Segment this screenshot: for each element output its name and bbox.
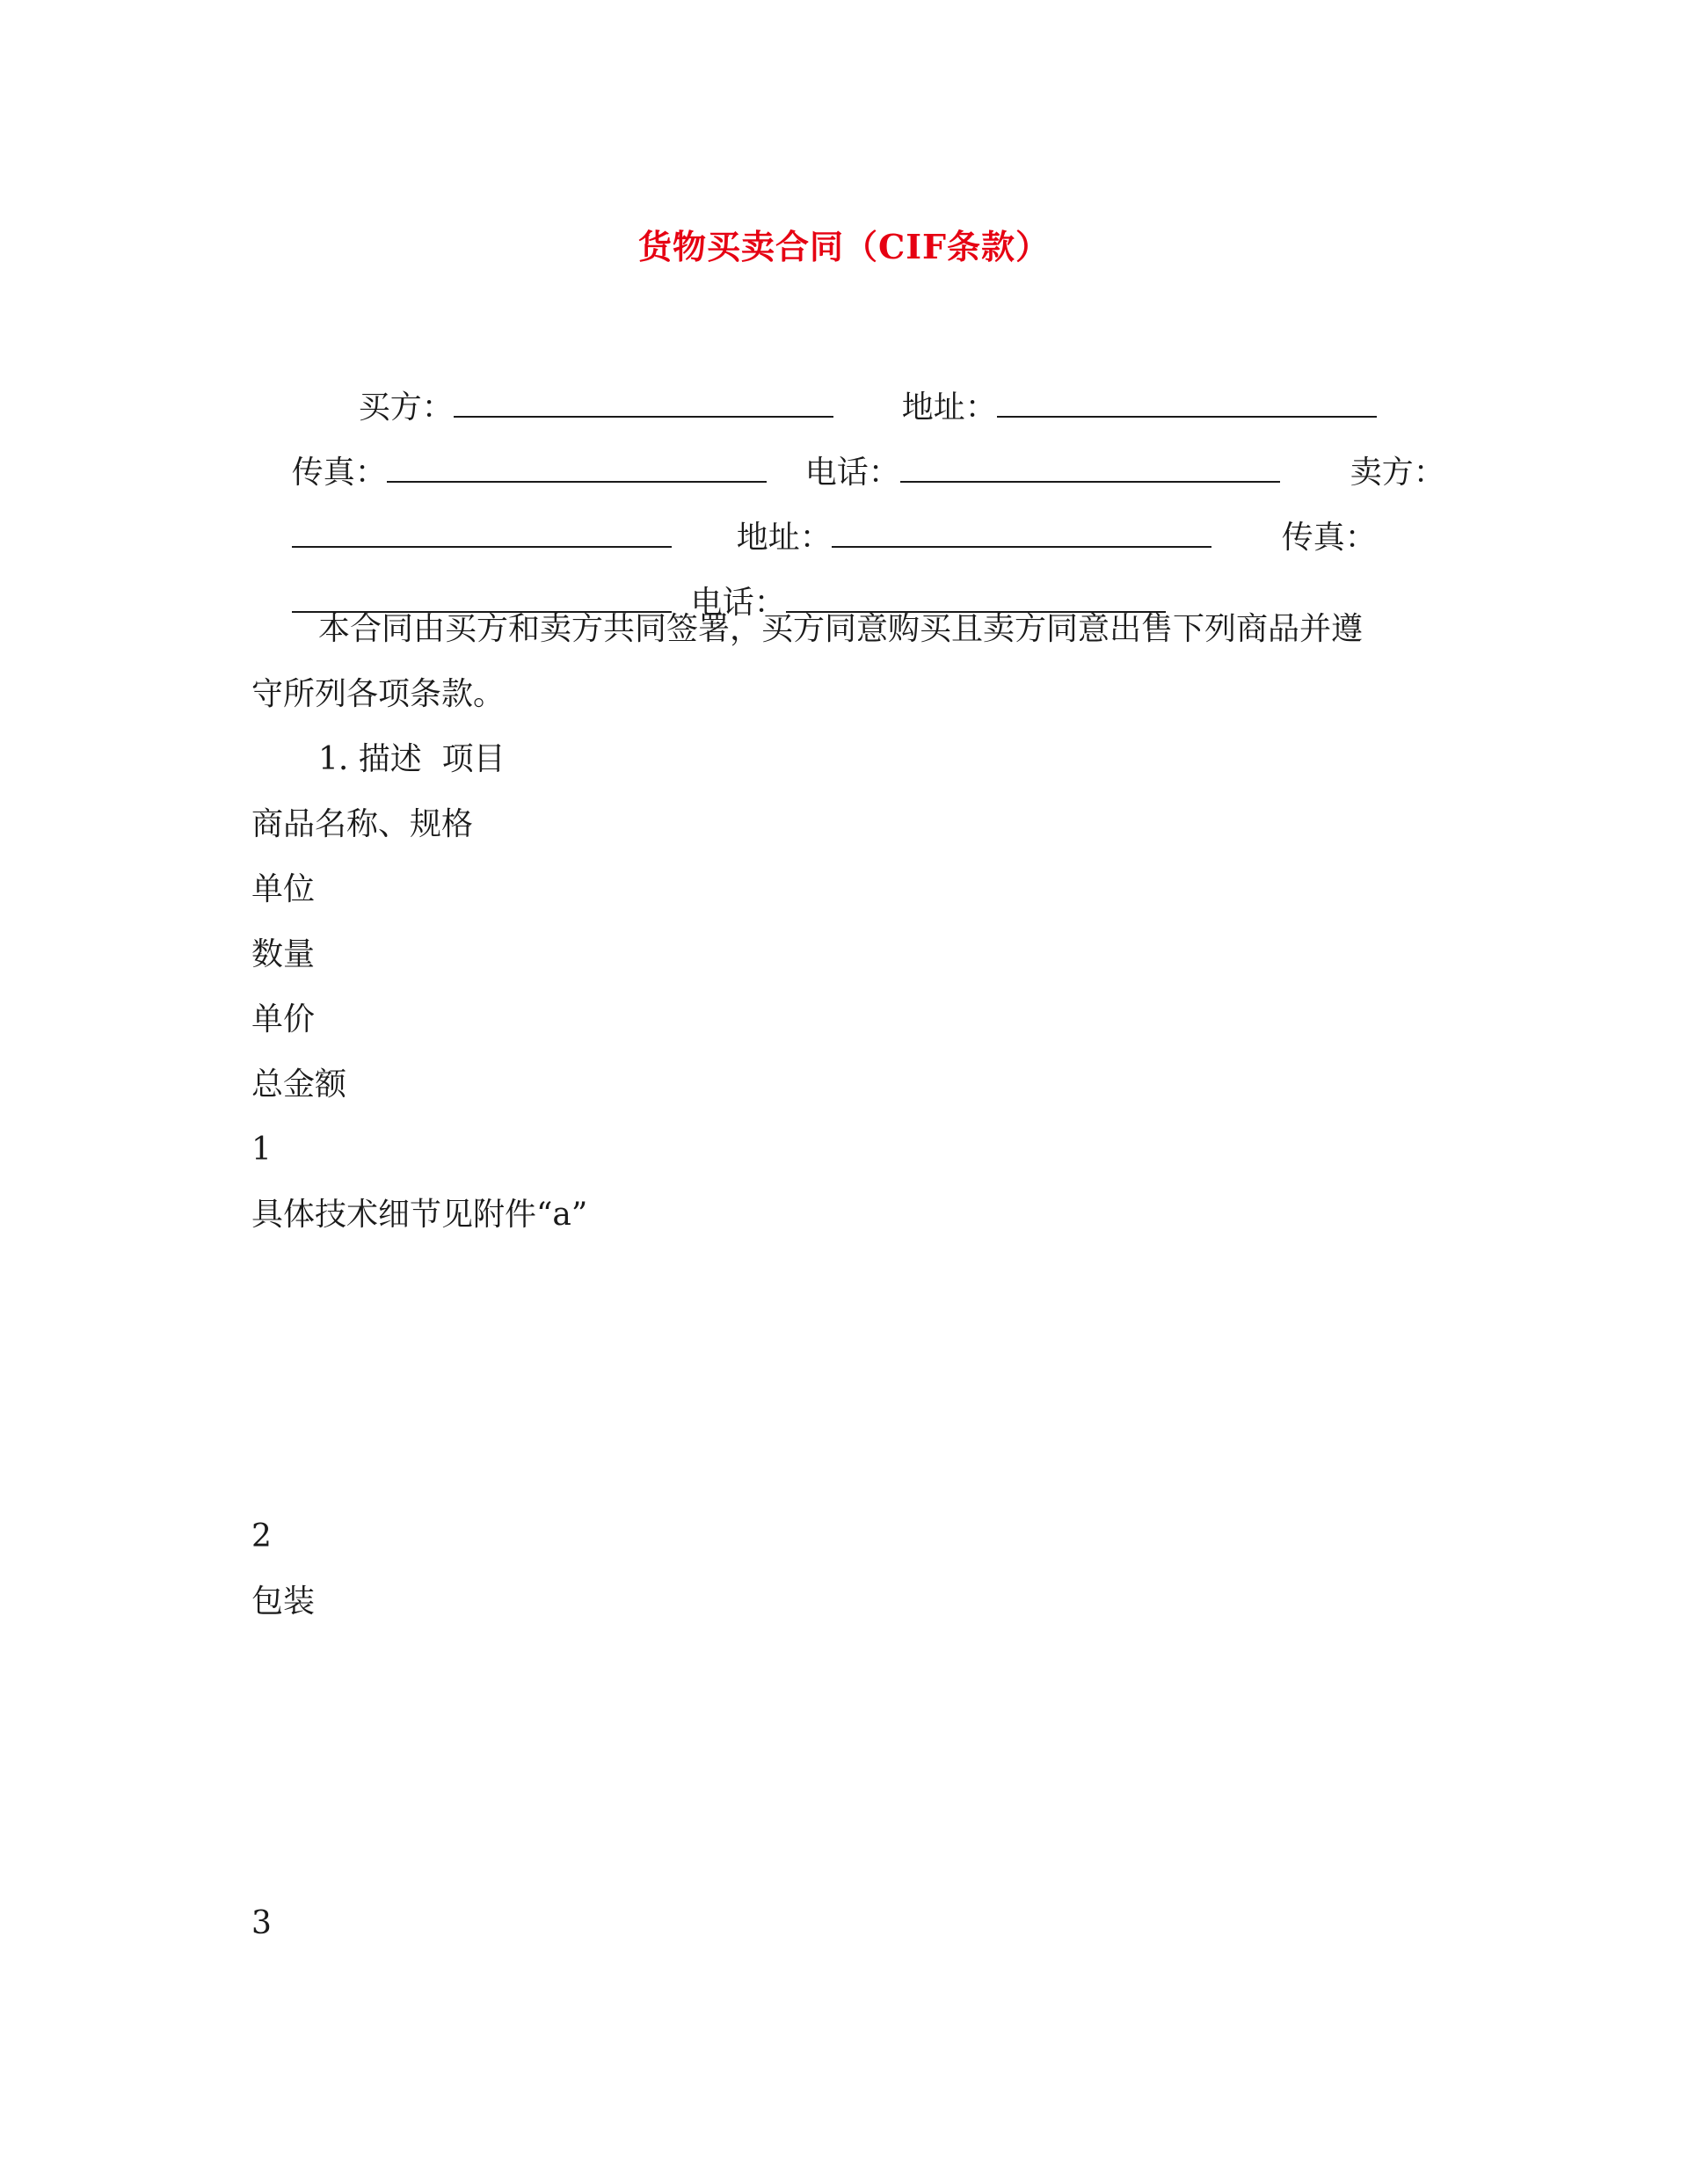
item-name-spec: 商品名称、规格 [251,806,474,842]
buyer-fax-blank [387,455,767,483]
row-1-number: 1 [251,1132,272,1168]
seller-address-label: 地址： [736,520,832,556]
item-unit-price: 单价 [251,1001,316,1037]
seller-blank [292,520,672,548]
row-3-number: 3 [251,1905,272,1941]
buyer-blank [454,389,833,418]
row-1-text: 具体技术细节见附件“a” [251,1197,588,1233]
buyer-fax-label: 传真： [291,455,387,491]
item-unit: 单位 [251,871,316,907]
seller-fax-label: 传真： [1281,520,1377,556]
seller-label: 卖方： [1350,455,1445,491]
buyer-phone-label: 电话： [804,455,900,491]
seller-phone-blank [786,585,1166,613]
buyer-address-blank [997,389,1377,418]
seller-fax-blank [292,585,672,613]
item-quantity: 数量 [251,936,316,972]
seller-phone-label: 电话： [690,585,786,621]
buyer-address-label: 地址： [901,389,997,426]
item-total-amount: 总金额 [251,1067,347,1103]
buyer-phone-blank [900,455,1280,483]
agreement-paragraph-line-1: 本合同由买方和卖方共同签署，买方同意购买且卖方同意出售下列商品并遵 [318,611,1364,647]
section-1-heading: 1. 描述 项目 [318,741,506,777]
buyer-label: 买方： [358,389,454,426]
row-2-number: 2 [251,1518,272,1554]
row-2-text: 包装 [251,1583,316,1620]
agreement-paragraph-line-2: 守所列各项条款。 [251,676,506,712]
document-title: 货物买卖合同（CIF条款） [638,227,1050,266]
seller-fax-label-line [1241,480,1377,596]
seller-address-blank [832,520,1211,548]
